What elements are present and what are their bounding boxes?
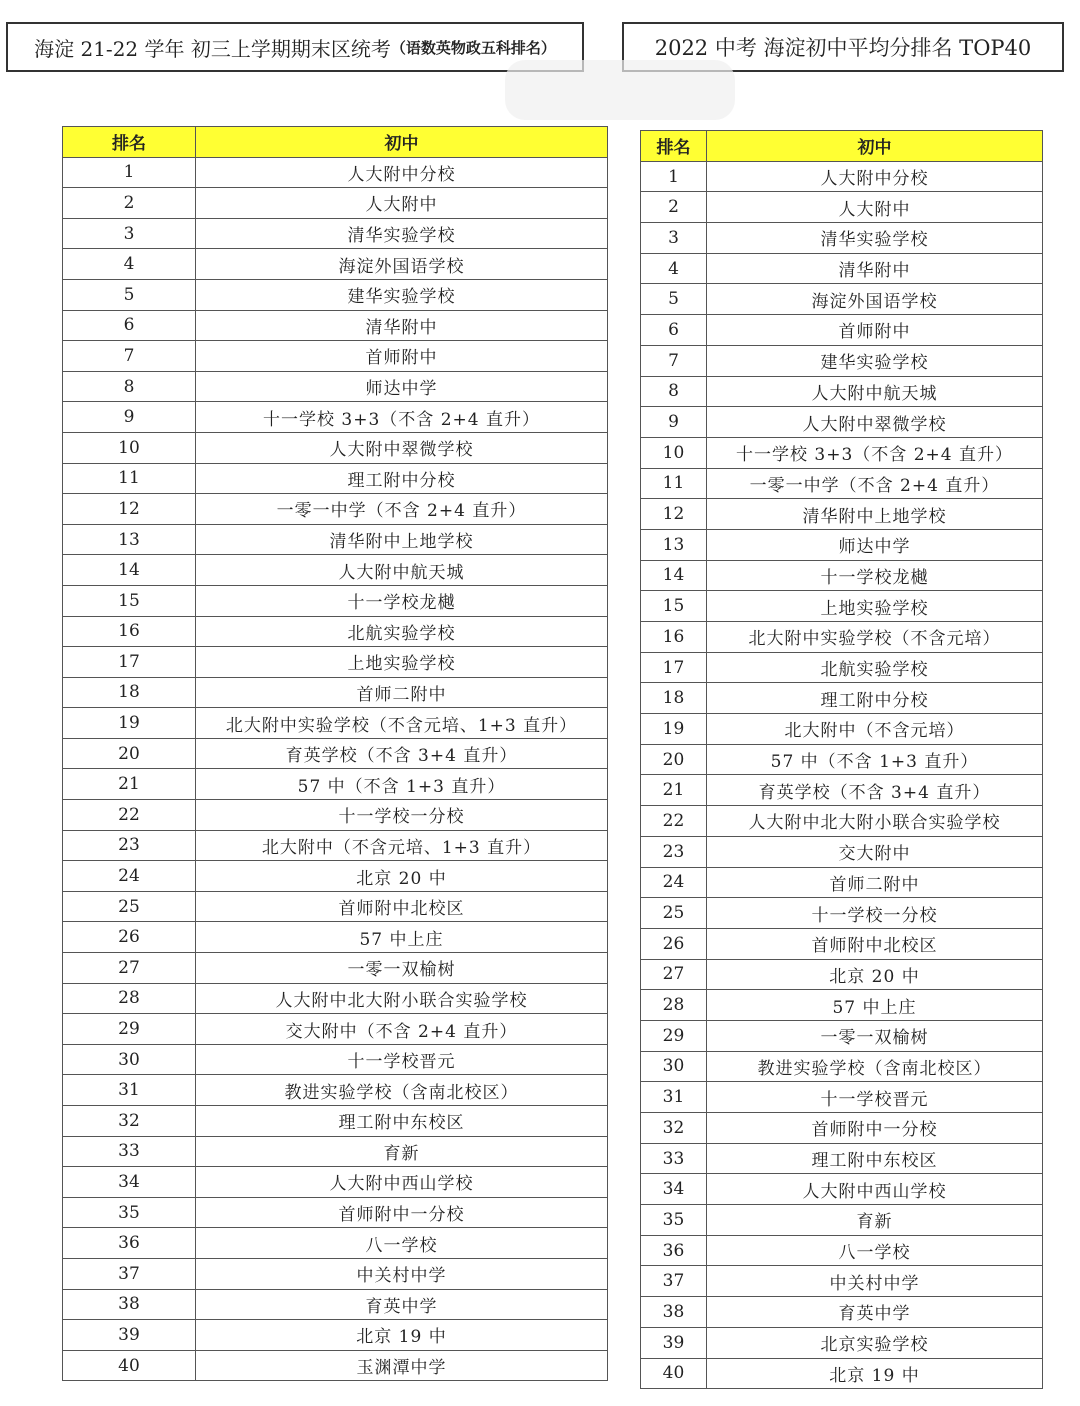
school-cell: 一零一中学（不含 2+4 直升） [707,468,1043,499]
table-row [641,1174,1043,1205]
rank-cell: 7 [641,345,707,376]
table-row [641,253,1043,284]
rank-cell: 17 [63,647,196,678]
school-cell: 育英中学 [707,1297,1043,1328]
table-row [63,279,608,310]
school-cell: 育英学校（不含 3+4 直升） [196,738,608,769]
table-row [63,1106,608,1137]
school-cell: 北大附中实验学校（不含元培、1+3 直升） [196,708,608,739]
rank-cell: 25 [63,891,196,922]
school-cell: 首师附中一分校 [707,1113,1043,1144]
rank-cell: 16 [641,622,707,653]
school-cell: 育英中学 [196,1289,608,1320]
rank-cell: 13 [63,524,196,555]
rank-cell: 8 [63,371,196,402]
rank-cell: 8 [641,376,707,407]
school-cell: 人大附中分校 [196,157,608,188]
rank-cell: 36 [63,1228,196,1259]
rank-cell: 1 [63,157,196,188]
table-row [63,585,608,616]
left-title: 海淀 21-22 学年 初三上学期期末区统考 [34,36,391,61]
table-row [641,683,1043,714]
rank-cell: 29 [63,1014,196,1045]
school-cell: 一零一双榆树 [196,953,608,984]
rank-cell: 4 [63,249,196,280]
table-row [63,1320,608,1351]
school-cell: 人大附中分校 [707,161,1043,192]
table-row [641,990,1043,1021]
table-row [641,959,1043,990]
school-cell: 师达中学 [707,529,1043,560]
school-cell: 人大附中 [196,188,608,219]
school-cell: 北大附中实验学校（不含元培） [707,622,1043,653]
rank-cell: 2 [641,192,707,223]
rank-cell: 32 [641,1113,707,1144]
rank-cell: 27 [63,953,196,984]
table-row [63,983,608,1014]
school-cell: 交大附中（不含 2+4 直升） [196,1014,608,1045]
table-row [641,714,1043,745]
school-cell: 人大附中北大附小联合实验学校 [196,983,608,1014]
rank-cell: 37 [63,1258,196,1289]
rank-cell: 29 [641,1020,707,1051]
table-header-row [641,131,1043,162]
rank-cell: 32 [63,1106,196,1137]
school-cell: 十一学校一分校 [196,800,608,831]
rank-cell: 10 [63,432,196,463]
header-school: 初中 [707,131,1043,162]
table-row [641,898,1043,929]
rank-cell: 5 [63,279,196,310]
rank-cell: 19 [641,714,707,745]
table-row [63,1197,608,1228]
blurred-watermark [505,60,735,120]
rank-cell: 37 [641,1266,707,1297]
table-row [641,1235,1043,1266]
school-cell: 十一学校龙樾 [707,560,1043,591]
rank-cell: 9 [63,402,196,433]
rank-cell: 11 [63,463,196,494]
school-cell: 中关村中学 [196,1258,608,1289]
table-row [641,1143,1043,1174]
table-row [63,341,608,372]
table-row [641,315,1043,346]
table-row [641,468,1043,499]
table-row [641,223,1043,254]
school-cell: 人大附中翠微学校 [196,432,608,463]
right-title: 2022 中考 海淀初中平均分排名 TOP40 [654,36,1032,60]
school-cell: 北京 19 中 [707,1358,1043,1389]
school-cell: 北京 20 中 [196,861,608,892]
school-cell: 师达中学 [196,371,608,402]
rank-cell: 40 [641,1358,707,1389]
school-cell: 一零一双榆树 [707,1020,1043,1051]
table-row [63,1350,608,1381]
rank-cell: 19 [63,708,196,739]
school-cell: 清华实验学校 [196,218,608,249]
rank-cell: 6 [641,315,707,346]
table-row [63,830,608,861]
rank-cell: 39 [641,1327,707,1358]
table-row [63,249,608,280]
table-row [641,161,1043,192]
rank-cell: 18 [63,677,196,708]
table-row [63,861,608,892]
rank-cell: 24 [63,861,196,892]
rank-cell: 39 [63,1320,196,1351]
table-row [63,1258,608,1289]
table-row [63,891,608,922]
school-cell: 理工附中分校 [196,463,608,494]
school-cell: 教进实验学校（含南北校区） [707,1051,1043,1082]
table-row [63,494,608,525]
school-cell: 海淀外国语学校 [196,249,608,280]
school-cell: 首师附中一分校 [196,1197,608,1228]
table-row [63,371,608,402]
school-cell: 育英学校（不含 3+4 直升） [707,775,1043,806]
rank-cell: 15 [641,591,707,622]
school-cell: 人大附中 [707,192,1043,223]
rank-cell: 33 [641,1143,707,1174]
table-row [641,1051,1043,1082]
header-school: 初中 [196,127,608,158]
rank-cell: 34 [641,1174,707,1205]
school-cell: 人大附中西山学校 [707,1174,1043,1205]
rank-cell: 14 [641,560,707,591]
table-row [641,591,1043,622]
rank-cell: 20 [63,738,196,769]
table-row [63,402,608,433]
rank-cell: 35 [63,1197,196,1228]
table-row [63,1136,608,1167]
rank-cell: 9 [641,407,707,438]
school-cell: 育新 [707,1205,1043,1236]
rank-cell: 30 [63,1044,196,1075]
school-cell: 57 中上庄 [707,990,1043,1021]
school-cell: 十一学校晋元 [707,1082,1043,1113]
rank-cell: 7 [63,341,196,372]
rank-cell: 13 [641,529,707,560]
rank-cell: 11 [641,468,707,499]
rank-cell: 36 [641,1235,707,1266]
school-cell: 首师附中 [196,341,608,372]
school-cell: 十一学校晋元 [196,1044,608,1075]
school-cell: 建华实验学校 [196,279,608,310]
table-row [63,616,608,647]
school-cell: 清华附中上地学校 [196,524,608,555]
table-row [641,284,1043,315]
rank-cell: 26 [641,928,707,959]
school-cell: 理工附中分校 [707,683,1043,714]
school-cell: 北航实验学校 [707,652,1043,683]
rank-cell: 27 [641,959,707,990]
school-cell: 清华实验学校 [707,223,1043,254]
school-cell: 北京 19 中 [196,1320,608,1351]
table-row [63,1228,608,1259]
table-row [63,922,608,953]
table-row [63,1075,608,1106]
table-row [63,1289,608,1320]
table-row [641,1327,1043,1358]
table-row [641,1297,1043,1328]
rank-cell: 20 [641,744,707,775]
rank-cell: 3 [63,218,196,249]
table-row [63,555,608,586]
rank-cell: 18 [641,683,707,714]
left-ranking-table [62,126,608,1381]
school-cell: 首师附中 [707,315,1043,346]
school-cell: 八一学校 [707,1235,1043,1266]
rank-cell: 5 [641,284,707,315]
school-cell: 北航实验学校 [196,616,608,647]
school-cell: 北大附中（不含元培） [707,714,1043,745]
table-row [63,769,608,800]
table-row [63,218,608,249]
school-cell: 57 中（不含 1+3 直升） [196,769,608,800]
rank-cell: 22 [641,806,707,837]
rank-cell: 38 [641,1297,707,1328]
school-cell: 八一学校 [196,1228,608,1259]
school-cell: 十一学校一分校 [707,898,1043,929]
school-cell: 十一学校 3+3（不含 2+4 直升） [707,437,1043,468]
table-row [641,529,1043,560]
school-cell: 一零一中学（不含 2+4 直升） [196,494,608,525]
rank-cell: 38 [63,1289,196,1320]
table-row [63,463,608,494]
header-rank: 排名 [63,127,196,158]
rank-cell: 33 [63,1136,196,1167]
rank-cell: 31 [641,1082,707,1113]
school-cell: 海淀外国语学校 [707,284,1043,315]
school-cell: 上地实验学校 [707,591,1043,622]
table-row [641,376,1043,407]
school-cell: 57 中上庄 [196,922,608,953]
school-cell: 交大附中 [707,836,1043,867]
rank-cell: 40 [63,1350,196,1381]
rank-cell: 28 [641,990,707,1021]
school-cell: 北京 20 中 [707,959,1043,990]
rank-cell: 6 [63,310,196,341]
rank-cell: 26 [63,922,196,953]
school-cell: 北京实验学校 [707,1327,1043,1358]
rank-cell: 30 [641,1051,707,1082]
table-row [641,836,1043,867]
rank-cell: 21 [63,769,196,800]
rank-cell: 3 [641,223,707,254]
table-row [63,708,608,739]
table-row [63,800,608,831]
school-cell: 人大附中西山学校 [196,1167,608,1198]
rank-cell: 17 [641,652,707,683]
school-cell: 人大附中航天城 [196,555,608,586]
table-row [641,652,1043,683]
school-cell: 首师附中北校区 [196,891,608,922]
school-cell: 建华实验学校 [707,345,1043,376]
school-cell: 上地实验学校 [196,647,608,678]
table-row [641,437,1043,468]
table-row [641,1266,1043,1297]
table-row [63,524,608,555]
school-cell: 57 中（不含 1+3 直升） [707,744,1043,775]
rank-cell: 2 [63,188,196,219]
header-rank: 排名 [641,131,707,162]
school-cell: 育新 [196,1136,608,1167]
school-cell: 首师附中北校区 [707,928,1043,959]
table-row [63,310,608,341]
table-row [641,345,1043,376]
rank-cell: 31 [63,1075,196,1106]
table-row [641,560,1043,591]
school-cell: 十一学校 3+3（不含 2+4 直升） [196,402,608,433]
table-row [63,157,608,188]
school-cell: 人大附中北大附小联合实验学校 [707,806,1043,837]
rank-cell: 15 [63,585,196,616]
table-row [641,1205,1043,1236]
table-header-row [63,127,608,158]
table-row [641,806,1043,837]
table-row [641,192,1043,223]
rank-cell: 28 [63,983,196,1014]
rank-cell: 24 [641,867,707,898]
rank-cell: 12 [641,499,707,530]
table-row [63,677,608,708]
right-ranking-table [640,130,1043,1389]
school-cell: 人大附中翠微学校 [707,407,1043,438]
table-row [63,1014,608,1045]
rank-cell: 23 [641,836,707,867]
table-row [63,953,608,984]
table-row [641,744,1043,775]
school-cell: 首师二附中 [196,677,608,708]
table-row [63,432,608,463]
rank-cell: 23 [63,830,196,861]
table-row [641,1082,1043,1113]
table-row [641,1020,1043,1051]
table-row [63,738,608,769]
rank-cell: 1 [641,161,707,192]
rank-cell: 34 [63,1167,196,1198]
school-cell: 北大附中（不含元培、1+3 直升） [196,830,608,861]
table-row [641,499,1043,530]
school-cell: 首师二附中 [707,867,1043,898]
table-row [63,1044,608,1075]
rank-cell: 4 [641,253,707,284]
table-row [641,622,1043,653]
rank-cell: 35 [641,1205,707,1236]
school-cell: 清华附中上地学校 [707,499,1043,530]
left-title-suffix: （语数英物政五科排名） [390,38,556,57]
school-cell: 人大附中航天城 [707,376,1043,407]
school-cell: 清华附中 [196,310,608,341]
school-cell: 理工附中东校区 [196,1106,608,1137]
table-row [641,867,1043,898]
rank-cell: 10 [641,437,707,468]
school-cell: 理工附中东校区 [707,1143,1043,1174]
table-row [641,1113,1043,1144]
school-cell: 中关村中学 [707,1266,1043,1297]
rank-cell: 14 [63,555,196,586]
table-row [63,188,608,219]
table-row [641,928,1043,959]
school-cell: 教进实验学校（含南北校区） [196,1075,608,1106]
school-cell: 玉渊潭中学 [196,1350,608,1381]
school-cell: 十一学校龙樾 [196,585,608,616]
rank-cell: 25 [641,898,707,929]
rank-cell: 12 [63,494,196,525]
table-row [63,1167,608,1198]
left-title-box [6,22,584,72]
rank-cell: 16 [63,616,196,647]
table-row [63,647,608,678]
table-row [641,407,1043,438]
rank-cell: 22 [63,800,196,831]
rank-cell: 21 [641,775,707,806]
table-row [641,1358,1043,1389]
table-row [641,775,1043,806]
school-cell: 清华附中 [707,253,1043,284]
